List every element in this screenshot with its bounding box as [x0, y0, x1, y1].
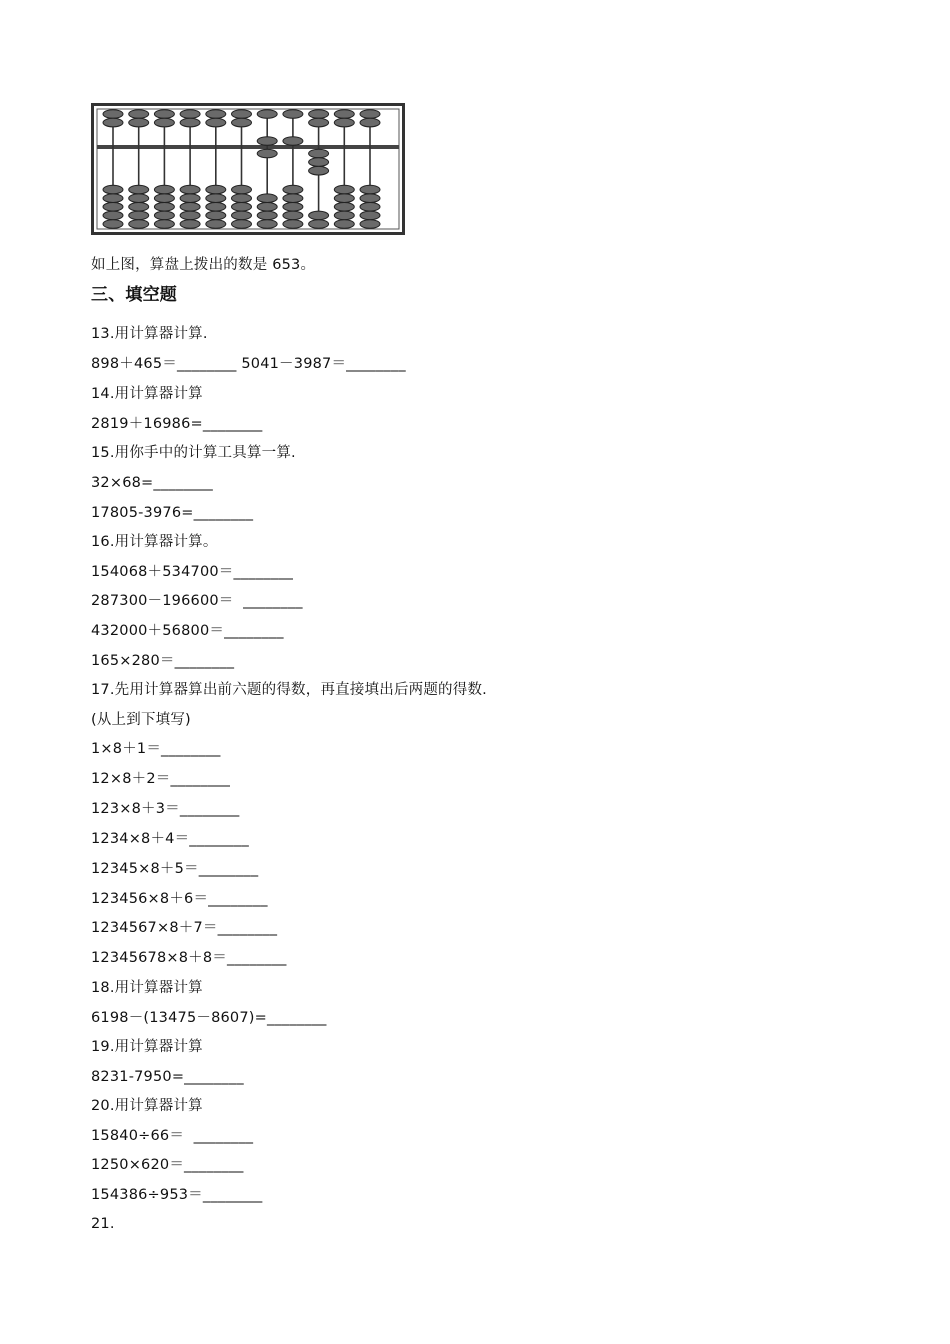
abacus-bead — [180, 194, 200, 203]
abacus-bead — [257, 194, 277, 203]
q17-item: 1234×8＋4＝________ — [91, 831, 249, 847]
abacus-bead — [154, 194, 174, 203]
abacus-bead — [360, 203, 380, 212]
abacus-bead — [154, 185, 174, 194]
abacus-bead — [334, 211, 354, 220]
abacus-bead — [206, 211, 226, 220]
q20-item: 154386÷953＝________ — [91, 1187, 263, 1203]
abacus-bead — [232, 185, 252, 194]
abacus-bead — [360, 110, 380, 119]
abacus-bead — [334, 185, 354, 194]
q17-item: 12345×8＋5＝________ — [91, 861, 259, 877]
abacus-bead — [257, 149, 277, 158]
q16-title: 16.用计算器计算。 — [91, 534, 218, 550]
q20-item: 1250×620＝________ — [91, 1157, 244, 1173]
q17-item: 123×8＋3＝________ — [91, 801, 240, 817]
q15-title: 15.用你手中的计算工具算一算. — [91, 445, 296, 461]
abacus-bead — [232, 118, 252, 127]
abacus-caption: 如上图，算盘上拨出的数是 653。 — [91, 257, 316, 273]
q13-title: 13.用计算器计算. — [91, 326, 208, 342]
abacus-bead — [180, 211, 200, 220]
abacus-bead — [334, 194, 354, 203]
abacus-bead — [206, 185, 226, 194]
q17-item: 1234567×8＋7＝________ — [91, 920, 278, 936]
abacus-bead — [232, 194, 252, 203]
abacus-bead — [257, 110, 277, 119]
q20-title: 20.用计算器计算 — [91, 1098, 203, 1114]
abacus-bead — [309, 118, 329, 127]
abacus-bead — [103, 194, 123, 203]
abacus-bead — [257, 211, 277, 220]
abacus-bead — [232, 110, 252, 119]
abacus-bead — [103, 220, 123, 229]
q15-item: 17805-3976=________ — [91, 505, 254, 521]
abacus-bead — [309, 158, 329, 167]
abacus-bead — [309, 149, 329, 158]
abacus-bead — [154, 203, 174, 212]
q17-item: 12345678×8＋8＝________ — [91, 950, 287, 966]
abacus-bead — [232, 220, 252, 229]
abacus-bead — [154, 118, 174, 127]
abacus-bead — [154, 211, 174, 220]
q16-item: 154068＋534700＝________ — [91, 564, 294, 580]
abacus-bead — [360, 220, 380, 229]
abacus-bead — [206, 110, 226, 119]
abacus-bead — [154, 220, 174, 229]
abacus-bead — [129, 194, 149, 203]
q20-item: 15840÷66＝ ________ — [91, 1128, 254, 1144]
abacus-bead — [334, 203, 354, 212]
abacus-bead — [129, 220, 149, 229]
q15-item: 32×68=________ — [91, 475, 214, 491]
abacus-bead — [334, 220, 354, 229]
abacus-bead — [180, 110, 200, 119]
q18-title: 18.用计算器计算 — [91, 980, 203, 996]
abacus-bead — [283, 211, 303, 220]
abacus-bead — [103, 185, 123, 194]
abacus-bead — [206, 118, 226, 127]
q18-item: 6198－(13475－8607)=________ — [91, 1010, 327, 1026]
abacus-bead — [257, 220, 277, 229]
q19-item: 8231-7950=________ — [91, 1069, 244, 1085]
abacus-bead — [309, 220, 329, 229]
q17-item: 12×8＋2＝________ — [91, 771, 231, 787]
abacus-bead — [309, 110, 329, 119]
abacus-bead — [154, 110, 174, 119]
q21-title: 21. — [91, 1216, 115, 1232]
q16-item: 432000＋56800＝________ — [91, 623, 284, 639]
abacus-bead — [283, 110, 303, 119]
q16-item: 165×280＝________ — [91, 653, 235, 669]
abacus-bead — [129, 118, 149, 127]
abacus-bead — [206, 220, 226, 229]
abacus-bead — [334, 110, 354, 119]
abacus-bead — [206, 194, 226, 203]
abacus-bead — [206, 203, 226, 212]
abacus-bead — [180, 220, 200, 229]
abacus-bead — [232, 203, 252, 212]
abacus-bead — [257, 203, 277, 212]
abacus-bead — [232, 211, 252, 220]
abacus-bead — [283, 220, 303, 229]
q17-item: 1×8＋1＝________ — [91, 741, 221, 757]
abacus-bead — [103, 118, 123, 127]
abacus-bead — [257, 137, 277, 146]
abacus-bead — [309, 166, 329, 175]
abacus-bead — [360, 211, 380, 220]
abacus-bead — [129, 185, 149, 194]
abacus-bead — [283, 185, 303, 194]
abacus-bead — [360, 118, 380, 127]
abacus-bead — [129, 211, 149, 220]
abacus-bead — [180, 185, 200, 194]
q19-title: 19.用计算器计算 — [91, 1039, 203, 1055]
abacus-bead — [180, 203, 200, 212]
abacus-bead — [309, 211, 329, 220]
q17-title: 17.先用计算器算出前六题的得数，再直接填出后两题的得数. — [91, 682, 487, 698]
q16-item: 287300－196600＝ ________ — [91, 593, 303, 609]
abacus-bead — [103, 211, 123, 220]
abacus-figure — [91, 103, 405, 235]
q14-item: 2819＋16986=________ — [91, 416, 263, 432]
q17-note: (从上到下填写) — [91, 712, 191, 728]
section-title: 三、填空题 — [91, 285, 177, 305]
abacus-bead — [334, 118, 354, 127]
abacus-bead — [103, 203, 123, 212]
q14-title: 14.用计算器计算 — [91, 386, 203, 402]
abacus-bead — [283, 137, 303, 146]
abacus-bead — [103, 110, 123, 119]
abacus-bead — [129, 203, 149, 212]
abacus-bead — [283, 203, 303, 212]
q13-item: 898＋465＝________ 5041－3987＝________ — [91, 356, 406, 372]
abacus-bead — [129, 110, 149, 119]
abacus-bead — [283, 194, 303, 203]
abacus-bead — [180, 118, 200, 127]
abacus-bead — [360, 185, 380, 194]
abacus-beam — [97, 145, 399, 149]
q17-item: 123456×8＋6＝________ — [91, 891, 268, 907]
abacus-bead — [360, 194, 380, 203]
